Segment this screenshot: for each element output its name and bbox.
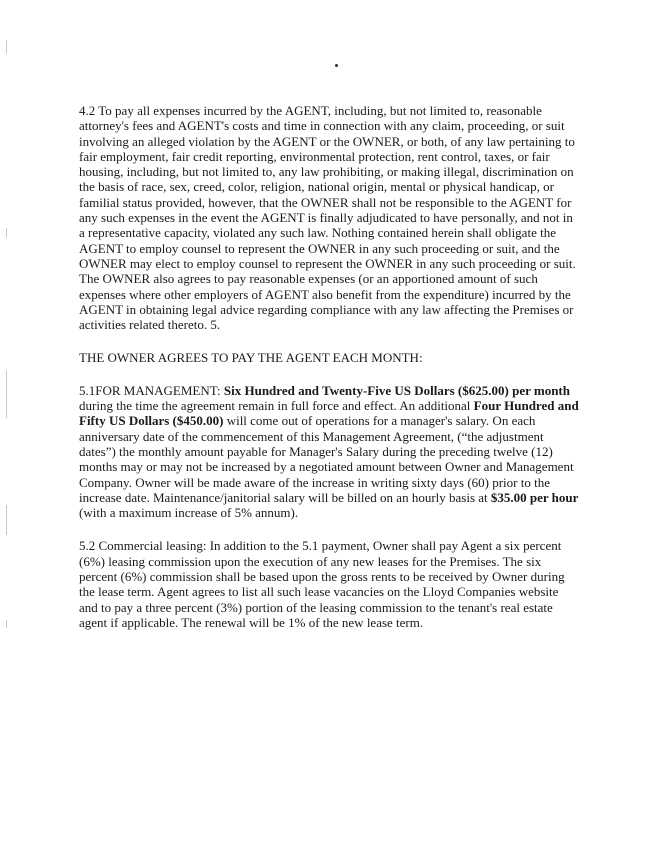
section-5-1-text: will come out of operations for a manager's salary. On each anniversary date of the commencement of this Management Agreement, (“the adjustment dates”) the monthly amount payable for Manager's Salary during the preceding twelve (12) months may or may not be increased by a negotiated amount between Owner and Management Company. Owner will be made aware of the increase in writing sixty days (60) prior to the increase date. Maintenance/janitorial salary will be billed on an hourly basis at <box>79 413 574 505</box>
section-5-1-text: (with a maximum increase of 5% annum). <box>79 505 299 521</box>
management-fee: Six Hundred and Twenty-Five US Dollars ($625.00) per month <box>223 382 570 398</box>
manager-salary: Four Hundred and Fifty US Dollars ($450.00) <box>79 398 579 429</box>
section-5-1-intro: 5.1FOR MANAGEMENT: <box>79 382 224 398</box>
scan-edge-mark <box>6 228 7 238</box>
payment-heading: THE OWNER AGREES TO PAY THE AGENT EACH MONTH: <box>79 350 423 366</box>
scan-edge-mark <box>6 40 7 54</box>
section-5-2-paragraph: 5.2 Commercial leasing: In addition to the 5.1 payment, Owner shall pay Agent a six percent (6%) leasing commission upon the execution of any new leases for the Premises. The six percent (6%) commission shall be based upon the gross rents to be received by Owner during the lease term. Agent agrees to list all such lease vacancies on the Lloyd Companies website and to pay a three percent (3%) portion of the leasing commission to the tenant's real estate agent if applicable. The renewal will be 1% of the new lease term. <box>79 538 565 630</box>
scan-edge-mark <box>6 370 7 418</box>
scan-edge-mark <box>6 505 7 535</box>
hourly-rate: $35.00 per hour <box>490 489 579 505</box>
document-body <box>79 103 579 648</box>
scan-speck <box>335 64 338 67</box>
scan-edge-mark <box>6 620 7 628</box>
section-5-1-text: during the time the agreement remain in full force and effect. An additional <box>79 398 474 414</box>
section-5-1-paragraph <box>79 383 579 521</box>
section-4-2-paragraph: 4.2 To pay all expenses incurred by the AGENT, including, but not limited to, reasonable attorney's fees and AGENT's costs and time in connection with any claim, proceeding, or suit involving an alleged violation by the AGENT or the OWNER, or both, of any law pertaining to fair employment, fair credit reporting, environmental protection, rent control, taxes, or fair housing, including, but not limited to, any law prohibiting, or making illegal, discrimination on the basis of race, sex, creed, color, religion, national origin, mental or physical handicap, or familial status provided, however, that the OWNER shall not be responsible to the AGENT for any such expenses in the event the AGENT is finally adjudicated to have personally, and not in a representative capacity, violated any such law. Nothing contained herein shall obligate the AGENT to employ counsel to represent the OWNER in any such proceeding or suit, and the OWNER may elect to employ counsel to represent the OWNER in any such proceeding or suit. The OWNER also agrees to pay reasonable expenses (or an apportioned amount of such expenses where other employers of AGENT also benefit from the expenditure) incurred by the AGENT in obtaining legal advice regarding compliance with any law affecting the Premises or activities related thereto. 5. <box>79 103 576 333</box>
